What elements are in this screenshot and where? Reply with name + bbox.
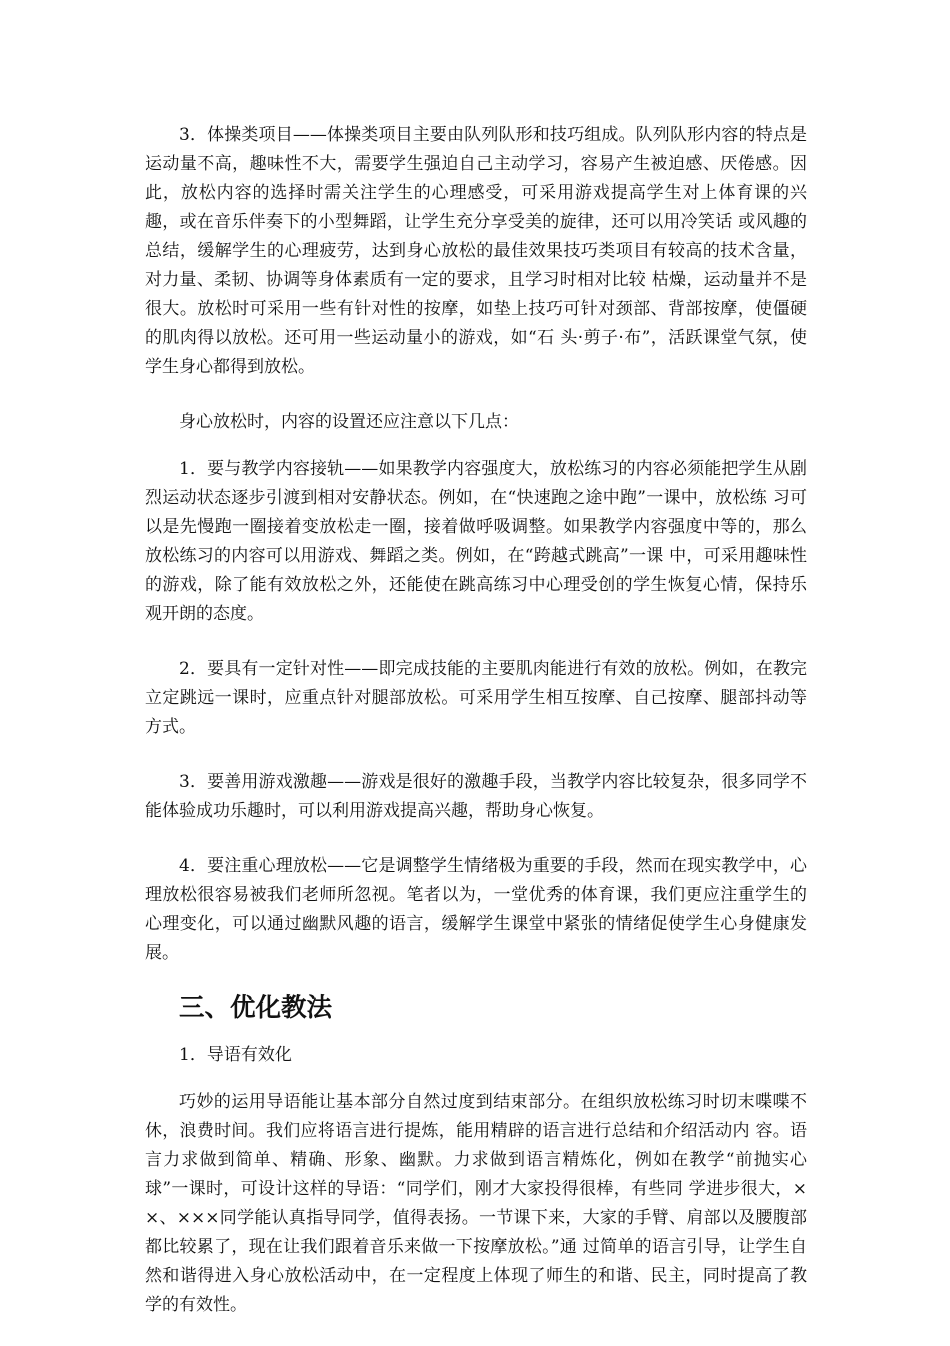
section-heading: 三、优化教法 (179, 993, 333, 1023)
paragraph-relaxation-notes-intro: 身心放松时，内容的设置还应注意以下几点： (179, 412, 519, 432)
document-body (145, 121, 807, 1346)
paragraph-point-3: 3．要善用游戏激趣——游戏是很好的激趣手段，当教学内容比较复杂，很多同学不能体验成功乐趣时，可以利用游戏提高兴趣，帮助身心恢复。 (145, 772, 807, 821)
paragraph-guiding-language: 巧妙的运用导语能让基本部分自然过度到结束部分。在组织放松练习时切末喋喋不休，浪费时间。我们应将语言进行提炼，能用精辟的语言进行总结和介绍活动内 容。语言力求做到简单、精确、形象、幽默。力求做到语言精炼化，例如在教学“前抛实心球”一课时，可设计这样的导语：“同学们，刚才大家投得很棒，有些同 学进步很大，××、×××同学能认真指导同学，值得表扬。一节课下来，大家的手臂、肩部以及腰腹部都比较累了，现在让我们跟着音乐来做一下按摩放松。”通 过简单的语言引导，让学生自然和谐得进入身心放松活动中，在一定程度上体现了师生的和谐、民主，同时提高了教学的有效性。 (145, 1092, 807, 1315)
paragraph-point-1: 1．要与教学内容接轨——如果教学内容强度大，放松练习的内容必须能把学生从剧烈运动状态逐步引渡到相对安静状态。例如，在“快速跑之途中跑”一课中，放松练 习可以是先慢跑一圈接着变放松走一圈，接着做呼吸调整。如果教学内容强度中等的，那么放松练习的内容可以用游戏、舞蹈之类。例如，在“跨越式跳高”一课 中，可采用趣味性的游戏，除了能有效放松之外，还能使在跳高练习中心理受创的学生恢复心情，保持乐观开朗的态度。 (145, 459, 807, 624)
paragraph-point-4: 4．要注重心理放松——它是调整学生情绪极为重要的手段，然而在现实教学中，心理放松很容易被我们老师所忽视。笔者以为，一堂优秀的体育课，我们更应注重学生的心理变化，可以通过幽默风趣的语言，缓解学生课堂中紧张的情绪促使学生心身健康发展。 (145, 856, 807, 963)
subheading: 1．导语有效化 (179, 1045, 292, 1065)
paragraph-point-2: 2．要具有一定针对性——即完成技能的主要肌肉能进行有效的放松。例如，在教完立定跳远一课时，应重点针对腿部放松。可采用学生相互按摩、自己按摩、腿部抖动等方式。 (145, 659, 807, 737)
paragraph-gymnastics: 3．体操类项目——体操类项目主要由队列队形和技巧组成。队列队形内容的特点是运动量不高，趣味性不大，需要学生强迫自己主动学习，容易产生被迫感、厌倦感。因此，放松内容的选择时需关注学生的心理感受，可采用游戏提高学生对上体育课的兴趣，或在音乐伴奏下的小型舞蹈，让学生充分享受美的旋律，还可以用冷笑话 或风趣的总结，缓解学生的心理疲劳，达到身心放松的最佳效果技巧类项目有较高的技术含量，对力量、柔韧、协调等身体素质有一定的要求，且学习时相对比较 枯燥，运动量并不是很大。放松时可采用一些有针对性的按摩，如垫上技巧可针对颈部、背部按摩，使僵硬的肌肉得以放松。还可用一些运动量小的游戏，如“石 头·剪子·布”，活跃课堂气氛，使学生身心都得到放松。 (145, 125, 807, 377)
